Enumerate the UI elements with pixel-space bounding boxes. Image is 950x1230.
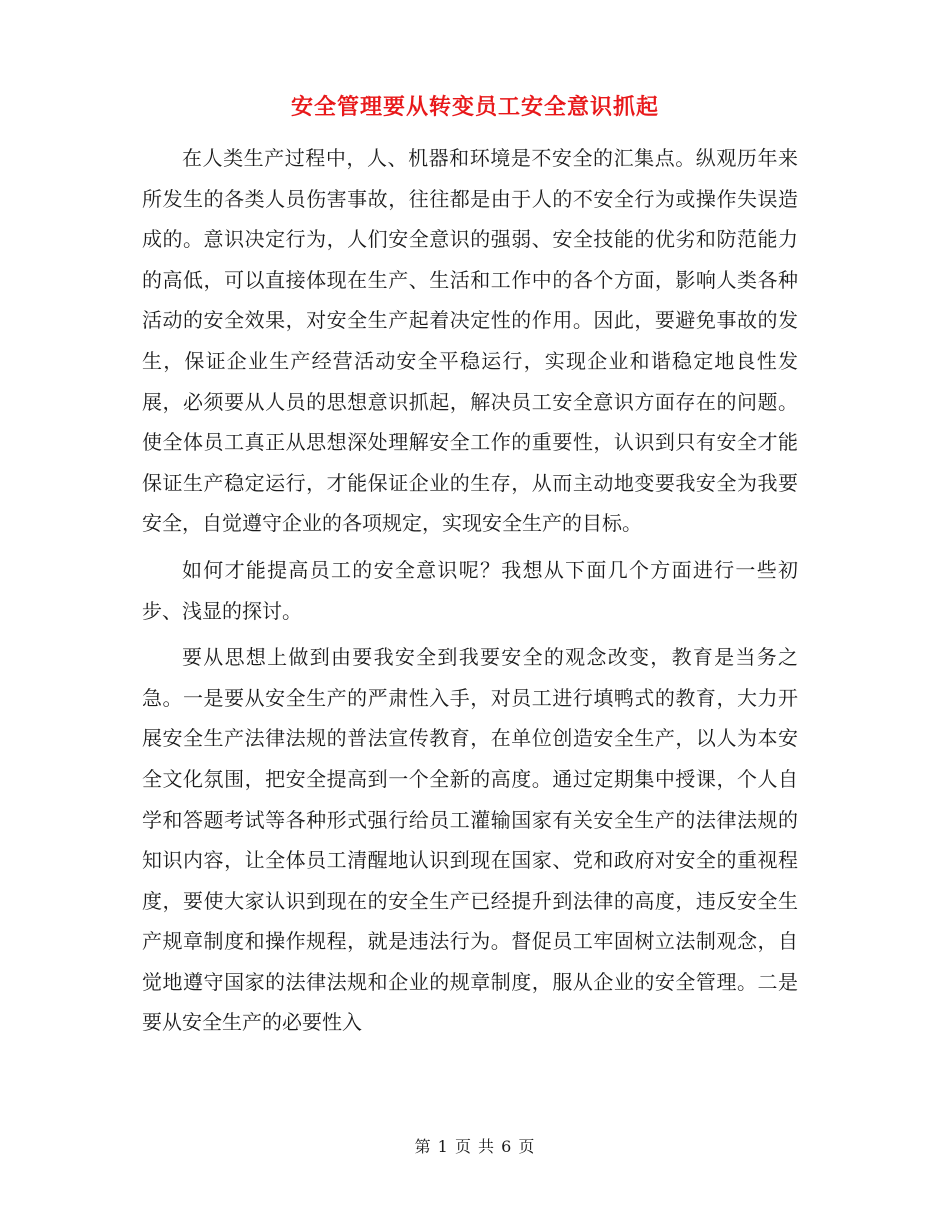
page-number-footer: 第 1 页 共 6 页 <box>414 1137 536 1156</box>
document-title: 安全管理要从转变员工安全意识抓起 <box>290 94 659 120</box>
document-body <box>142 138 798 1043</box>
paragraph: 要从思想上做到由要我安全到我要安全的观念改变，教育是当务之急。一是要从安全生产的严肃性入手，对员工进行填鸭式的教育，大力开展安全生产法律法规的普法宣传教育，在单位创造安全生产，以人为本安全文化氛围，把安全提高到一个全新的高度。通过定期集中授课，个人自学和答题考试等各种形式强行给员工灌输国家有关安全生产的法律法规的知识内容，让全体员工清醒地认识到现在国家、党和政府对安全的重视程度，要使大家认识到现在的安全生产已经提升到法律的高度，违反安全生产规章制度和操作规程，就是违法行为。督促员工牢固树立法制观念，自觉地遵守国家的法律法规和企业的规章制度，服从企业的安全管理。二是要从安全生产的必要性入 <box>142 645 798 1035</box>
paragraph: 在人类生产过程中，人、机器和环境是不安全的汇集点。纵观历年来所发生的各类人员伤害事故，往往都是由于人的不安全行为或操作失误造成的。意识决定行为，人们安全意识的强弱、安全技能的优劣和防范能力的高低，可以直接体现在生产、生活和工作中的各个方面，影响人类各种活动的安全效果，对安全生产起着决定性的作用。因此，要避免事故的发生，保证企业生产经营活动安全平稳运行，实现企业和谐稳定地良性发展，必须要从人员的思想意识抓起，解决员工安全意识方面存在的问题。使全体员工真正从思想深处理解安全工作的重要性，认识到只有安全才能保证生产稳定运行，才能保证企业的生存，从而主动地变要我安全为我要安全，自觉遵守企业的各项规定，实现安全生产的目标。 <box>142 146 798 536</box>
paragraph: 如何才能提高员工的安全意识呢？我想从下面几个方面进行一些初步、浅显的探讨。 <box>142 557 798 623</box>
